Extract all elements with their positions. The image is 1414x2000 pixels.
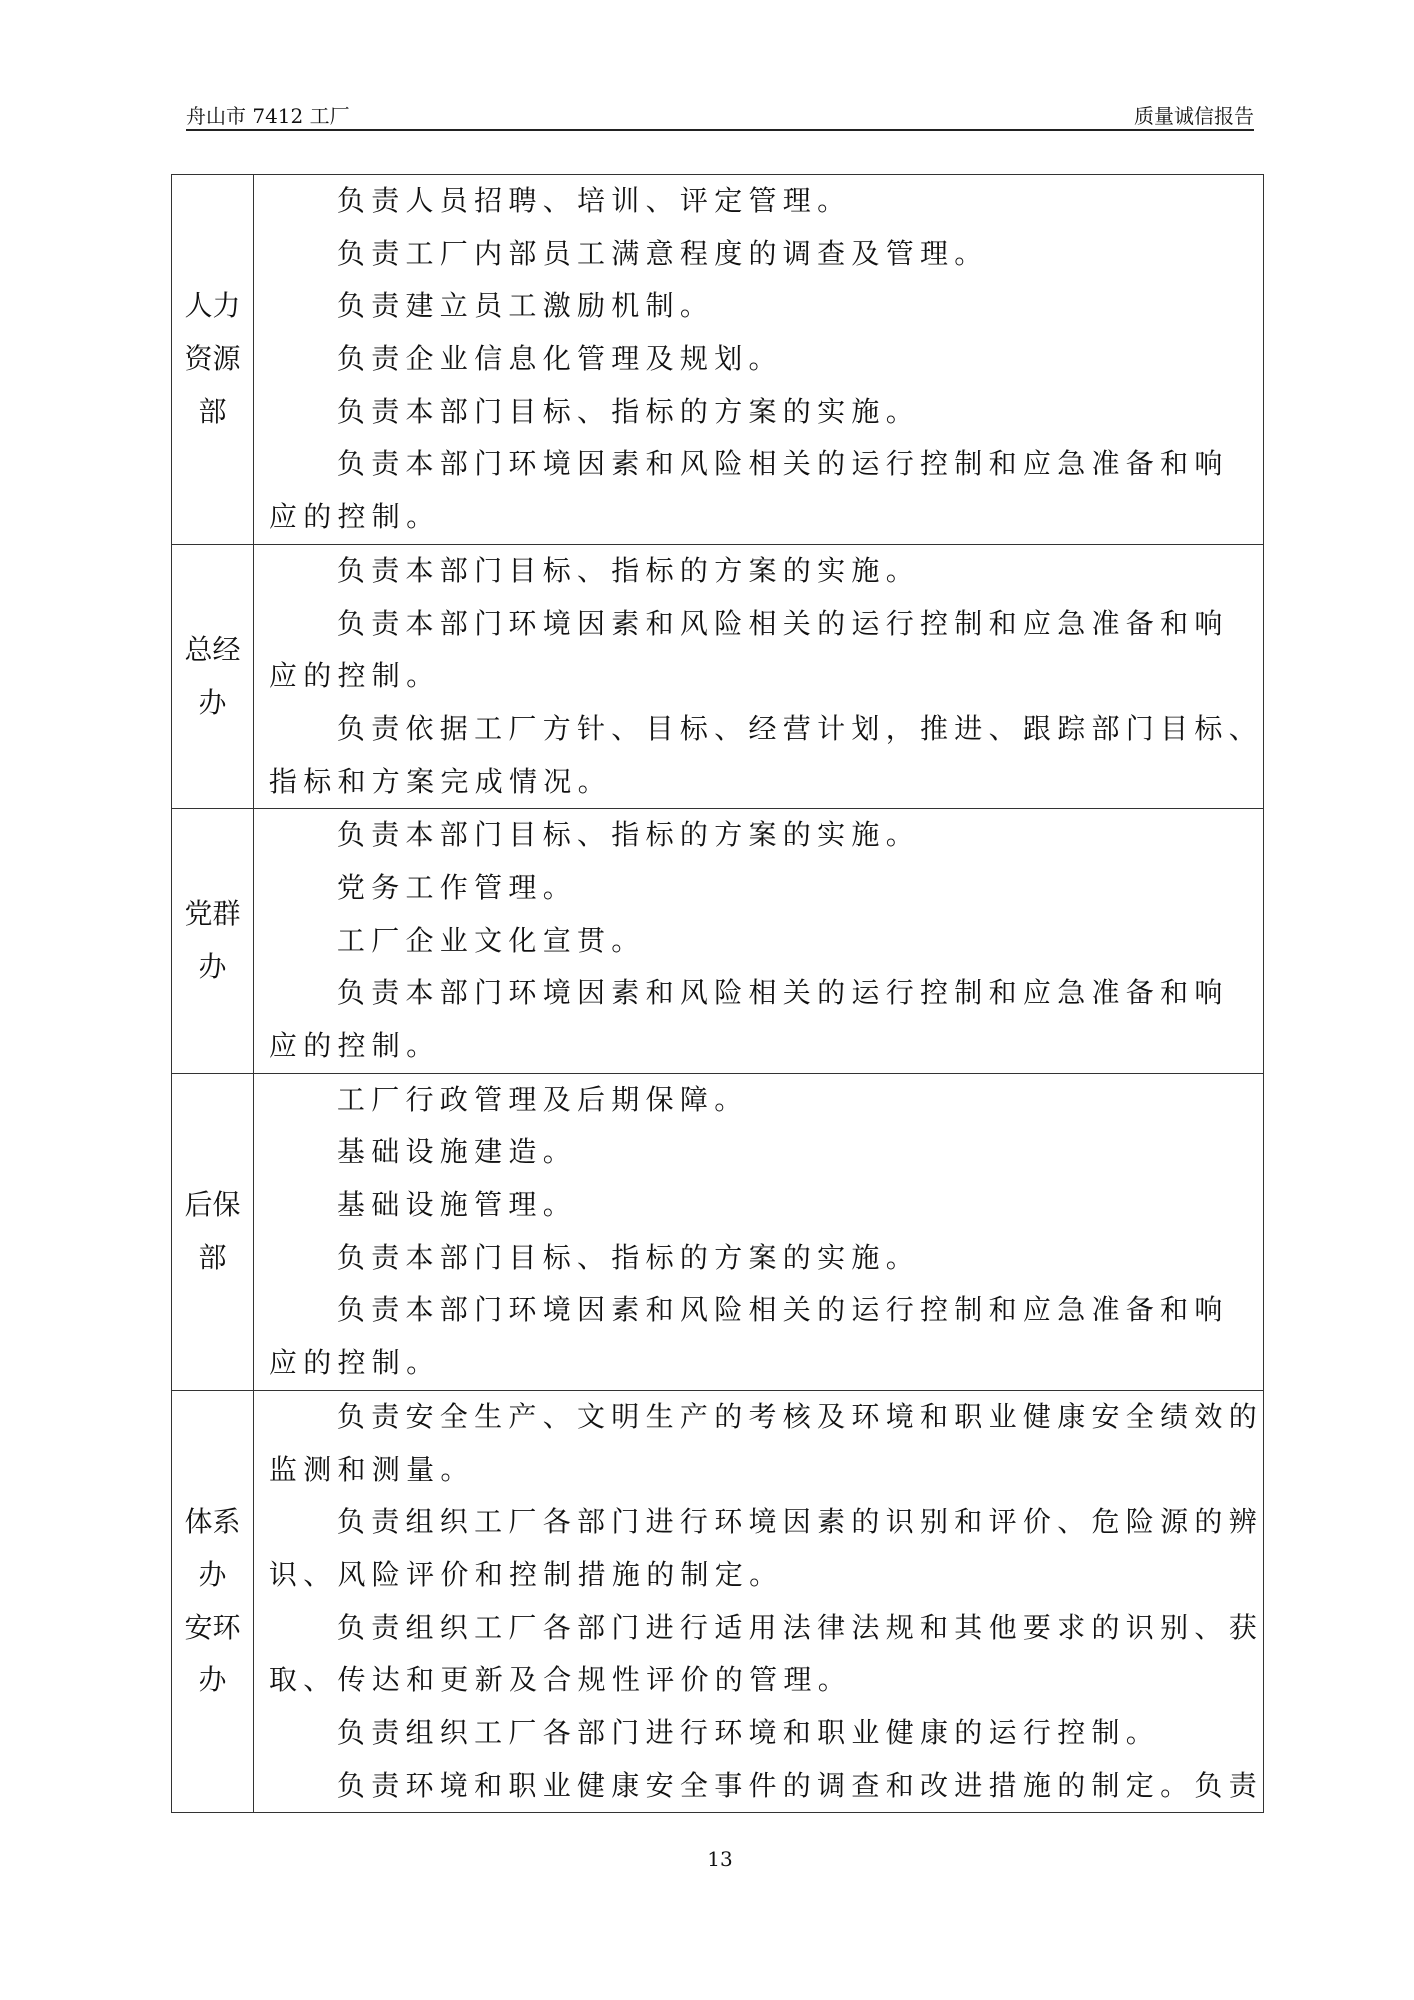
responsibility-table bbox=[171, 174, 1264, 1813]
department-label bbox=[172, 1390, 254, 1813]
table-row bbox=[172, 1390, 1264, 1813]
responsibility-line: 负责人员招聘、培训、评定管理。 bbox=[336, 184, 852, 217]
table-row bbox=[172, 1073, 1264, 1390]
responsibility-line: 负责工厂内部员工满意程度的调查及管理。 bbox=[336, 236, 989, 270]
responsibility-line: 工厂企业文化宣贯。 bbox=[336, 923, 646, 957]
responsibility-line: 工厂行政管理及后期保障。 bbox=[336, 1082, 749, 1116]
department-label-line: 资源 bbox=[184, 342, 241, 376]
responsibility-line: 负责组织工厂各部门进行环境因素的识别和评价、危险源的辨 bbox=[336, 1505, 1263, 1539]
header-left: 舟山市 7412 工厂 bbox=[186, 104, 350, 128]
table-row bbox=[172, 809, 1264, 1073]
department-label-line: 部 bbox=[198, 394, 227, 428]
responsibility-line: 负责企业信息化管理及规划。 bbox=[336, 342, 783, 376]
responsibility-line: 负责组织工厂各部门进行适用法律法规和其他要求的识别、获 bbox=[336, 1610, 1263, 1644]
department-label-line: 安环 bbox=[184, 1610, 241, 1644]
responsibility-line: 负责依据工厂方针、目标、经营计划，推进、跟踪部门目标、 bbox=[336, 711, 1263, 745]
table-row bbox=[172, 544, 1264, 808]
responsibility-line: 识、风险评价和控制措施的制定。 bbox=[268, 1557, 784, 1591]
page-number: 13 bbox=[707, 1847, 733, 1871]
responsibility-line: 应的控制。 bbox=[268, 1346, 441, 1380]
header-divider bbox=[186, 129, 1254, 131]
department-label-line: 党群 bbox=[184, 897, 241, 931]
responsibility-line: 负责本部门环境因素和风险相关的运行控制和应急准备和响 bbox=[336, 447, 1229, 481]
department-label-line: 办 bbox=[198, 685, 227, 719]
department-label-line: 办 bbox=[198, 949, 227, 983]
department-label-line: 总经 bbox=[184, 632, 241, 666]
responsibility-line: 负责本部门目标、指标的方案的实施。 bbox=[336, 1240, 920, 1274]
department-label-line: 办 bbox=[198, 1663, 227, 1697]
department-label-line: 体系 bbox=[184, 1505, 241, 1539]
department-label bbox=[172, 544, 254, 808]
responsibility-line: 负责本部门目标、指标的方案的实施。 bbox=[336, 818, 920, 852]
responsibility-line: 基础设施管理。 bbox=[336, 1188, 577, 1222]
department-label bbox=[172, 175, 254, 545]
responsibility-line: 取、传达和更新及合规性评价的管理。 bbox=[268, 1663, 852, 1697]
responsibilities-cell bbox=[253, 809, 1263, 1073]
responsibilities-cell bbox=[253, 1073, 1263, 1390]
responsibility-line: 指标和方案完成情况。 bbox=[268, 764, 612, 798]
responsibility-line: 负责本部门环境因素和风险相关的运行控制和应急准备和响 bbox=[336, 976, 1229, 1010]
responsibility-line: 负责本部门目标、指标的方案的实施。 bbox=[336, 394, 920, 428]
responsibility-line: 负责环境和职业健康安全事件的调查和改进措施的制定。负责 bbox=[336, 1768, 1263, 1802]
responsibility-line: 负责本部门目标、指标的方案的实施。 bbox=[336, 553, 920, 587]
table-row bbox=[172, 175, 1264, 545]
responsibilities-cell bbox=[253, 175, 1263, 545]
responsibility-line: 负责本部门环境因素和风险相关的运行控制和应急准备和响 bbox=[336, 1293, 1229, 1327]
responsibilities-cell bbox=[253, 544, 1263, 808]
responsibility-line: 应的控制。 bbox=[268, 500, 441, 534]
department-label bbox=[172, 1073, 254, 1390]
responsibility-line: 基础设施建造。 bbox=[336, 1135, 577, 1169]
responsibility-line: 负责安全生产、文明生产的考核及环境和职业健康安全绩效的 bbox=[336, 1399, 1263, 1433]
department-label-line: 部 bbox=[198, 1240, 227, 1274]
responsibility-line: 应的控制。 bbox=[268, 1029, 441, 1062]
department-label bbox=[172, 809, 254, 1073]
responsibility-line: 应的控制。 bbox=[268, 659, 441, 693]
responsibility-line: 负责组织工厂各部门进行环境和职业健康的运行控制。 bbox=[336, 1715, 1161, 1749]
responsibilities-cell bbox=[253, 1390, 1263, 1813]
department-label-line: 后保 bbox=[184, 1188, 241, 1222]
responsibility-line: 监测和测量。 bbox=[268, 1452, 475, 1486]
responsibility-line: 党务工作管理。 bbox=[336, 870, 577, 904]
department-label-line: 人力 bbox=[184, 289, 241, 323]
department-label-line: 办 bbox=[198, 1557, 227, 1591]
header-right: 质量诚信报告 bbox=[1134, 104, 1254, 128]
responsibility-line: 负责建立员工激励机制。 bbox=[336, 289, 715, 323]
responsibility-line: 负责本部门环境因素和风险相关的运行控制和应急准备和响 bbox=[336, 606, 1229, 640]
